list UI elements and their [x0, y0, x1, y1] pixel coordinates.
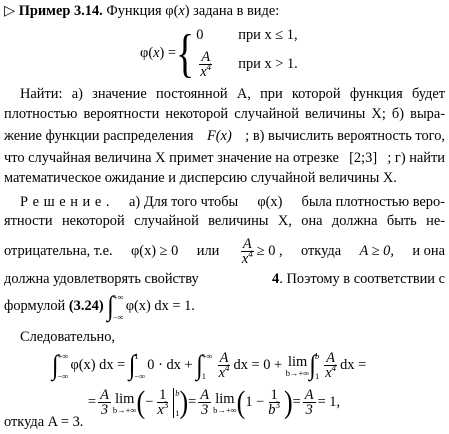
equation-line-1: ∫ +∞ −∞ φ(x) dx = ∫ 1 −∞ 0 · dx + ∫ +∞ 1 $\frac{A}{x^4}$ dx = 0 + lim b→+∞ ∫ b 1 $\frac{A}{x^4}$ dx = — [52, 349, 367, 382]
heading-tail: задана в виде: — [193, 3, 280, 19]
limit-operator: lim b→+∞ — [285, 353, 310, 378]
piecewise-case-1: 0 при x ≤ 1, — [196, 27, 298, 44]
task-line-3: жение функции распределения F(x) ; в) вычислить вероятность того, — [4, 128, 445, 145]
integral-sign: ∫ b 1 — [309, 351, 320, 381]
right-paren: ) — [283, 385, 293, 420]
consequently-label: Следовательно, — [20, 329, 116, 345]
integral-sign: ∫ +∞ −∞ — [52, 351, 69, 381]
task-line-4: что случайная величина X примет значение на отрезке [2;3] ; г) найти — [4, 150, 445, 167]
example-label: Пример 3.14. — [18, 3, 103, 19]
piecewise-case-2: $\frac{A}{x^4}$ при x > 1. — [200, 48, 298, 81]
piecewise-definition — [140, 24, 298, 84]
task-line-1: Найти: а) значение постоянной A, при которой функция будет — [20, 86, 445, 102]
integral-sign: ∫ +∞ 1 — [196, 351, 213, 381]
right-paren: ) — [179, 385, 189, 420]
triangle-marker-icon: ▷ — [4, 3, 16, 19]
piecewise-lhs: φ(x) = — [140, 45, 177, 62]
solution-line-4: должна удовлетворять свойству 4. Поэтому в соответствии с — [4, 271, 445, 288]
solution-line-2: ятности некоторой случайной величины X, она должна быть не- — [4, 213, 445, 229]
piecewise-brace: { — [176, 24, 195, 84]
evaluation-bar: b 1 — [175, 388, 180, 418]
heading-x: x — [178, 3, 185, 19]
fraction-a-over-x4: $\frac{A}{x^4}$ — [325, 349, 337, 382]
fraction-a-over-x4-inline: $\frac{A}{x^4}$ — [241, 235, 253, 268]
fraction-a-over-x4: $\frac{A}{x^4}$ — [218, 349, 230, 382]
fraction-1-over-x3: $\frac{1}{x^3}$ — [157, 386, 169, 419]
solution-line-3: отрицательна, т.е. φ(x) ≥ 0 или $\frac{A}{x^4}$ ≥ 0 , откуда A ≥ 0, и она — [4, 235, 445, 268]
fraction-a-over-x4: $\frac{A}{x^4}$ — [200, 48, 212, 81]
task-line-2: плотностью вероятности некоторой случайной величины X; б) выра- — [4, 106, 445, 122]
task-paragraph — [4, 86, 445, 190]
equation-line-2: = $\frac{A}{3}$ lim b→+∞ ( − $\frac{1}{x^3}$ b 1 ) = $\frac{A}{3}$ lim b→+∞ ( 1 − $\frac{1}{b^3}$ ) = $\frac{A}{3}$ = 1, — [88, 385, 341, 420]
solution-label: Р е ш е н и е . — [20, 193, 110, 210]
conclusion-text: откуда A = 3. — [4, 414, 84, 430]
limit-operator: lim b→+∞ — [112, 390, 137, 415]
integral-sign: ∫ +∞ −∞ — [107, 292, 124, 322]
integral-sign: ∫ 1 −∞ — [128, 351, 146, 381]
solution-line-1: Р е ш е н и е . а) Для того чтобы φ(x) была плотностью веро- — [20, 193, 445, 210]
piecewise-cases — [196, 25, 298, 83]
fraction-a-over-3: $\frac{A}{3}$ — [100, 386, 109, 419]
solution-paragraph — [4, 192, 445, 323]
solution-line-5: формулой (3.24) ∫ +∞ −∞ φ(x) dx = 1. — [4, 292, 195, 322]
left-paren: ( — [236, 385, 246, 420]
fraction-a-over-3: $\frac{A}{3}$ — [304, 386, 314, 419]
heading-phi: φ — [165, 3, 174, 19]
heading-text: Функция — [106, 3, 162, 19]
task-line-5: математическое ожидание и дисперсию случайной величины X. — [4, 170, 397, 186]
example-heading: ▷ Пример 3.14. Функция φ(x) задана в виде: — [4, 3, 280, 19]
fraction-a-over-3: $\frac{A}{3}$ — [200, 386, 210, 419]
fraction-1-over-b3: $\frac{1}{b^3}$ — [268, 386, 280, 419]
limit-operator: lim b→+∞ — [213, 390, 237, 415]
left-paren: ( — [136, 385, 146, 420]
